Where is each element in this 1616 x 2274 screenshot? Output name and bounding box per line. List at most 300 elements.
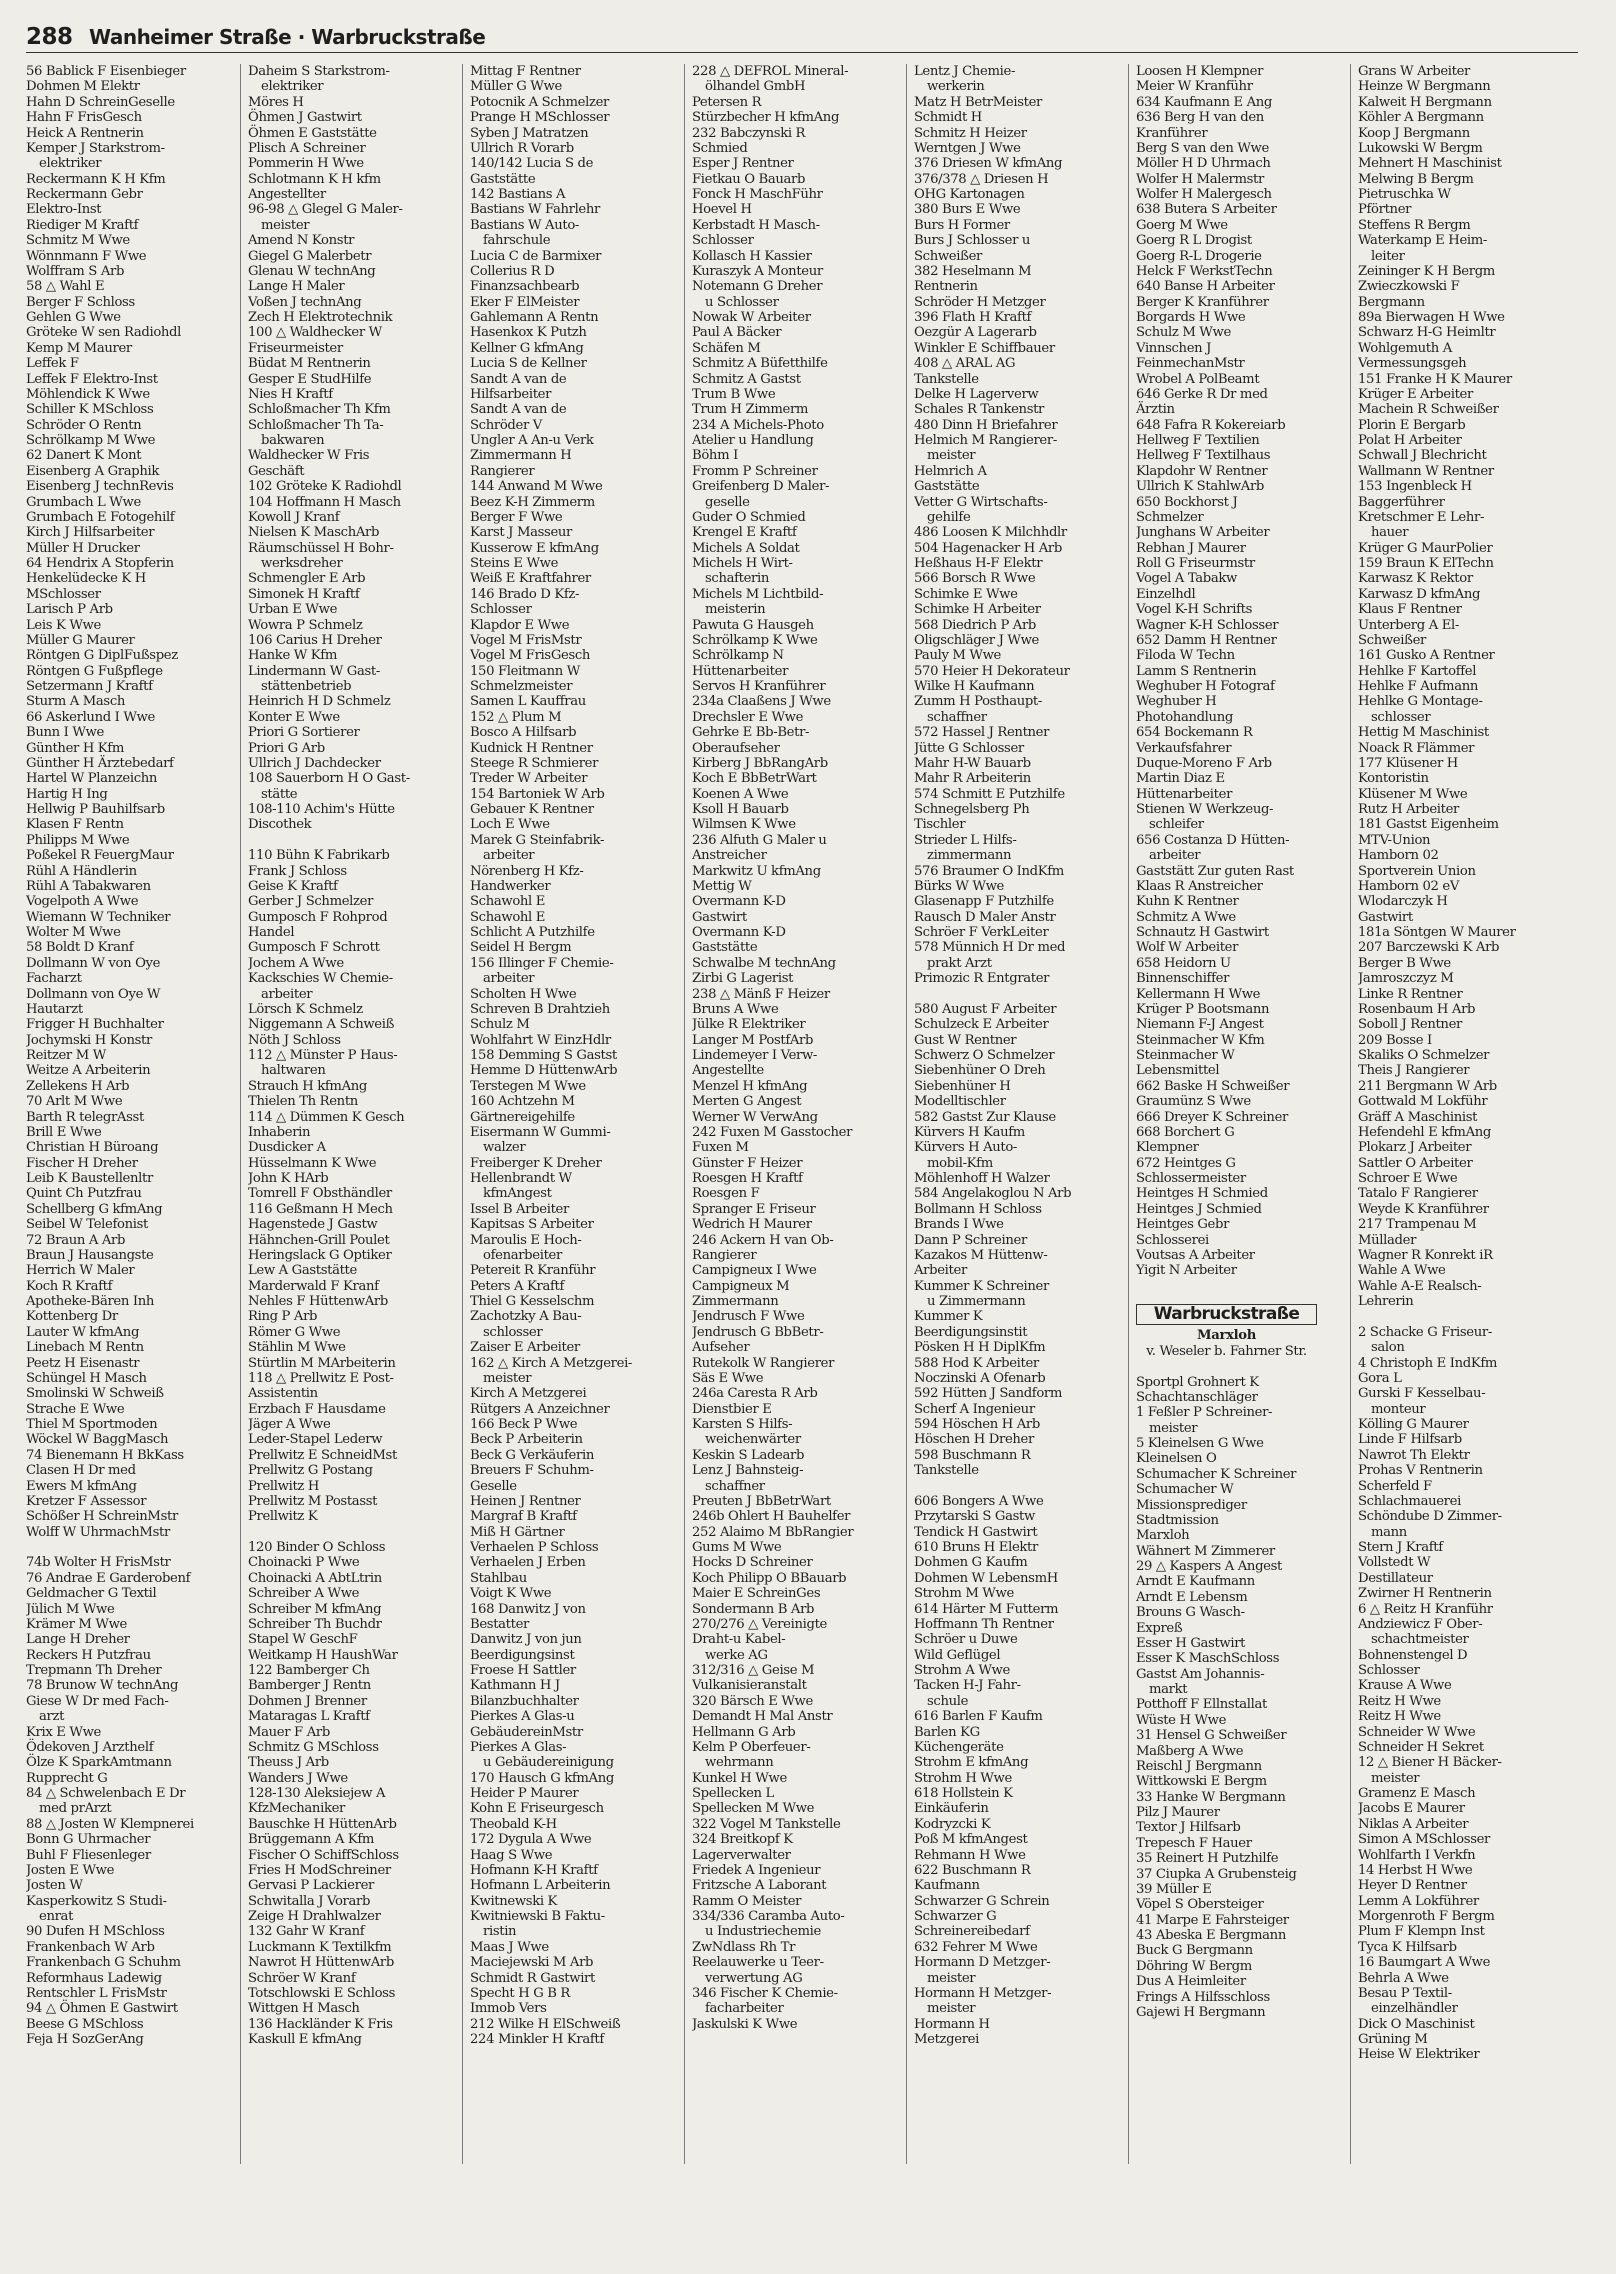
directory-entry: Mahr R Arbeiterin [914, 771, 1031, 787]
directory-entry: 153 Ingenbleck H [1358, 479, 1472, 495]
directory-entry: Öhmen E Gaststätte [248, 125, 377, 141]
directory-entry: Bosco A Hilfsarb [470, 725, 577, 741]
directory-entry: Vollstedt W [1358, 1555, 1431, 1571]
directory-entry: Wagner K-H Schlosser [1136, 617, 1279, 633]
directory-entry: Daheim S Starkstrom- [248, 64, 390, 79]
directory-entry: meister [261, 217, 310, 233]
directory-entry: Gastwirt [692, 909, 747, 925]
directory-entry: Hellwig P Bauhilfsarb [26, 802, 165, 817]
directory-entry: Campigneux I Wwe [692, 1263, 817, 1279]
directory-entry: Philipps M Wwe [26, 832, 130, 848]
directory-entry: Schwall J Blechricht [1358, 448, 1487, 464]
directory-entry: Hasenkox K Putzh [470, 325, 587, 341]
directory-entry: Reitzer M W [26, 1048, 106, 1063]
directory-entry: Anstreicher [692, 848, 767, 864]
directory-entry: 246b Ohlert H Bauhelfer [692, 1509, 851, 1525]
directory-entry: Lange H Dreher [26, 1632, 130, 1648]
directory-entry: Dienstbier E [692, 1401, 772, 1417]
directory-entry: Kölling G Maurer [1358, 1417, 1469, 1432]
directory-entry: Ölze K SparkAmtmann [26, 1755, 172, 1771]
directory-entry: Steinmacher W Kfm [1136, 1032, 1265, 1048]
directory-entry: 12 △ Biener H Bäcker- [1358, 1755, 1502, 1771]
directory-entry: Konter E Wwe [248, 709, 340, 725]
directory-entry: 120 Binder O Schloss [248, 1540, 386, 1555]
directory-entry: Dus A Heimleiter [1136, 1974, 1246, 1990]
directory-entry: Overmann K-D [692, 925, 786, 940]
directory-entry: Rangierer [470, 463, 535, 479]
directory-entry: Simonek H Kraftf [248, 586, 360, 602]
directory-entry: stättenbetrieb [261, 679, 352, 694]
directory-entry: KfzMechaniker [248, 1801, 345, 1817]
directory-entry: Eisenberg A Graphik [26, 463, 160, 479]
directory-entry: 5 Kleinelsen G Wwe [1136, 1436, 1264, 1451]
directory-entry: Leffek F [26, 356, 79, 372]
directory-entry: Lemm A Lokführer [1358, 1893, 1479, 1909]
directory-entry: Niemann F-J Angest [1136, 1017, 1264, 1033]
directory-entry: Schmitz A Büfetthilfe [692, 356, 828, 372]
directory-entry: Dusdicker A [248, 1140, 326, 1156]
directory-entry: Schmitz M Wwe [26, 233, 130, 249]
directory-entry: Döhring W Bergm [1136, 1958, 1252, 1974]
directory-entry: Giese W Dr med Fach- [26, 1693, 169, 1709]
directory-entry: Wagner R Konrekt iR [1358, 1247, 1493, 1263]
directory-entry: Dollmann W von Oye [26, 955, 161, 971]
directory-entry: schachtmeister [1371, 1632, 1469, 1648]
directory-entry: Nöth J Schloss [248, 1032, 341, 1048]
directory-entry: Lukowski W Bergm [1358, 140, 1483, 156]
directory-entry: Wallmann W Rentner [1358, 463, 1494, 479]
directory-entry: Hormann H Metzger- [914, 1985, 1052, 2001]
directory-entry: Verhaelen P Schloss [470, 1540, 599, 1555]
directory-entry: 616 Barlen F Kaufm [914, 1709, 1043, 1725]
directory-entry: Tyca K Hilfsarb [1358, 1939, 1457, 1955]
directory-entry: Schmelzer [1136, 509, 1204, 525]
directory-entry: Haag S Wwe [470, 1847, 553, 1863]
directory-entry: arbeiter [483, 971, 535, 987]
directory-entry: Bonn G Uhrmacher [26, 1832, 151, 1848]
directory-entry: Ärztin [1136, 402, 1175, 418]
directory-entry: Stürzbecher H kfmAng [692, 110, 840, 126]
directory-entry: Vogel M FrisMstr [470, 632, 582, 648]
directory-entry: Tatalo F Rangierer [1358, 1186, 1478, 1202]
directory-entry: Gärtnereigehilfe [470, 1109, 575, 1125]
directory-entry: Kazakos M Hüttenw- [914, 1247, 1048, 1263]
directory-entry: Hüttenarbeiter [692, 663, 789, 679]
directory-entry: Schößer H SchreinMstr [26, 1509, 178, 1525]
directory-entry: Hahn D SchreinGeselle [26, 94, 175, 110]
directory-entry: 640 Banse H Arbeiter [1136, 279, 1275, 295]
directory-entry: Ring P Arb [248, 1309, 318, 1325]
directory-entry: Linebach M Rentn [26, 1340, 144, 1356]
directory-entry: schleifer [1149, 817, 1204, 833]
directory-entry: Wolf W Arbeiter [1136, 940, 1239, 956]
directory-entry: Schäfen M [692, 340, 761, 356]
district-heading: Marxloh [1197, 1328, 1256, 1344]
directory-entry: Pommerin H Wwe [248, 156, 364, 172]
directory-entry: Plum F Klempn Inst [1358, 1924, 1485, 1940]
directory-entry: Einzelhdl [1136, 586, 1196, 602]
directory-entry: Elektro-Inst [26, 202, 102, 218]
directory-entry: Oligschläger J Wwe [914, 632, 1039, 648]
directory-entry: Poßekel R FeuergMaur [26, 848, 174, 864]
directory-entry: 142 Bastians A [470, 187, 566, 202]
directory-entry: Arbeiter [914, 1263, 967, 1279]
directory-entry: Nehles F HüttenwArb [248, 1294, 388, 1309]
directory-entry [1358, 1309, 1539, 1324]
directory-entry: Kelm P Oberfeuer- [692, 1739, 811, 1755]
directory-entry: Amend N Konstr [248, 233, 355, 249]
directory-entry: Gaststätte [470, 171, 536, 187]
directory-entry: Schwerz O Schmelzer [914, 1048, 1055, 1063]
directory-entry: Koop J Bergmann [1358, 125, 1470, 141]
directory-entry: Rühl A Tabakwaren [26, 878, 151, 894]
directory-entry: Wolfer H Malermstr [1136, 171, 1264, 187]
directory-entry: Klasen F Rentn [26, 817, 124, 833]
directory-entry: Schreven B Drahtzieh [470, 1001, 610, 1017]
directory-entry: Kürvers H Auto- [914, 1140, 1018, 1156]
directory-entry: Beerdigungsinstit [914, 1324, 1028, 1340]
directory-entry: Weghuber H Fotograf [1136, 679, 1275, 694]
directory-entry: Werner W VerwAng [692, 1109, 818, 1125]
directory-entry: Danwitz J von jun [470, 1632, 582, 1648]
directory-entry: Arndt E Lebensm [1136, 1589, 1248, 1605]
directory-entry: Günther H Ärztebedarf [26, 755, 174, 771]
directory-entry: Borgards H Wwe [1136, 310, 1246, 325]
directory-entry: 84 △ Schwelenbach E Dr [26, 1786, 186, 1801]
directory-entry: Koenen A Wwe [692, 786, 789, 802]
directory-entry: 324 Breitkopf K [692, 1832, 793, 1848]
directory-entry: 150 Fleitmann W [470, 663, 580, 679]
directory-entry: Jütte G Schlosser [914, 740, 1024, 756]
directory-entry [26, 1540, 207, 1555]
directory-entry: Baggerführer [1358, 494, 1445, 510]
directory-entry: Andziewicz F Ober- [1358, 1616, 1483, 1632]
directory-entry: Maciejewski M Arb [470, 1955, 594, 1971]
directory-entry: Schnegelsberg Ph [914, 802, 1030, 817]
directory-entry: Leib K Baustellenltr [26, 1171, 153, 1186]
column-5 [914, 64, 1095, 2174]
directory-entry: 576 Braumer O IndKfm [914, 863, 1064, 879]
directory-entry: Grüning M [1358, 2032, 1428, 2047]
directory-entry: Gebauer K Rentner [470, 802, 594, 817]
directory-entry: Prellwitz E SchneidMst [248, 1447, 397, 1463]
directory-entry: Marek G Steinfabrik- [470, 832, 605, 848]
directory-entry: Strohm M Wwe [914, 1586, 1014, 1602]
directory-entry: Schlosser [1358, 1663, 1420, 1678]
directory-entry: 654 Bockemann R [1136, 725, 1253, 741]
directory-entry: Lentz J Chemie- [914, 64, 1016, 79]
directory-entry: Zimmermann H [470, 448, 572, 464]
directory-entry: Kürvers H Kaufm [914, 1124, 1025, 1140]
directory-entry: Gust W Rentner [914, 1032, 1017, 1048]
directory-entry: Braun J Hausangste [26, 1247, 154, 1263]
directory-entry: Angestellter [248, 187, 326, 202]
directory-entry: Kodryzcki K [914, 1816, 991, 1832]
directory-entry: 132 Gahr W Kranf [248, 1924, 365, 1940]
directory-entry: Eker F ElMeister [470, 294, 580, 310]
directory-entry: 58 Boldt D Kranf [26, 940, 134, 956]
directory-entry: 234 A Michels-Photo [692, 417, 824, 433]
directory-entry: Wöckel W BaggMasch [26, 1432, 169, 1448]
directory-entry: Reformhaus Ladewig [26, 1970, 162, 1986]
directory-entry: Wolter M Wwe [26, 925, 121, 940]
directory-entry: Friedek A Ingenieur [692, 1862, 821, 1878]
directory-entry [248, 1525, 429, 1540]
directory-entry: Mehnert H Maschinist [1358, 156, 1502, 172]
directory-entry: Handwerker [470, 878, 551, 894]
directory-entry: Quint Ch Putzfrau [26, 1186, 142, 1202]
directory-entry: Lehrerin [1358, 1294, 1414, 1309]
directory-entry: Schlosser [470, 602, 532, 618]
directory-entry: Christian H Büroang [26, 1140, 159, 1156]
directory-entry: Weghuber H [1136, 694, 1217, 710]
directory-entry: Tacken H-J Fahr- [914, 1678, 1021, 1694]
directory-entry: Schwarzer G [914, 1909, 997, 1924]
directory-entry: 334/336 Caramba Auto- [692, 1909, 845, 1924]
directory-entry: Bastians W Auto- [470, 217, 580, 233]
directory-entry: Hehlke F Aufmann [1358, 679, 1478, 694]
directory-entry: 658 Heidorn U [1136, 955, 1231, 971]
directory-entry: Schmitz G MSchloss [248, 1739, 379, 1755]
directory-entry: Mettig W [692, 878, 752, 894]
directory-entry: Mittag F Rentner [470, 64, 581, 79]
directory-entry: Roesgen F [692, 1186, 760, 1202]
directory-entry: Merten G Angest [692, 1094, 802, 1110]
directory-entry: Junghans W Arbeiter [1136, 525, 1270, 541]
directory-entry: 570 Heier H Dekorateur [914, 663, 1070, 679]
directory-entry: Siebenhüner H [914, 1078, 1011, 1094]
directory-entry: Pilz J Maurer [1136, 1805, 1220, 1820]
directory-entry: Heinrich H D Schmelz [248, 694, 391, 710]
directory-entry: Gramenz E Masch [1358, 1786, 1476, 1801]
directory-entry: 102 Gröteke K Radiohdl [248, 479, 402, 495]
directory-entry: Berger F Schloss [26, 294, 135, 310]
directory-entry: Josten E Wwe [26, 1862, 115, 1878]
directory-entry: Reckermann Gebr [26, 187, 143, 202]
page-number: 288 [26, 24, 73, 50]
directory-entry: Rehmann H Wwe [914, 1847, 1026, 1863]
directory-entry: Gervasi P Lackierer [248, 1878, 374, 1894]
directory-entry: Tischler [914, 817, 966, 833]
directory-entry: 181a Söntgen W Maurer [1358, 925, 1516, 940]
directory-entry: Petereit R Kranführ [470, 1263, 596, 1279]
directory-entry: Delke H Lagerverw [914, 386, 1039, 402]
directory-entry: 162 △ Kirch A Metzgerei- [470, 1355, 633, 1371]
directory-entry: Oezgür A Lagerarb [914, 325, 1037, 341]
directory-entry: Helck F WerkstTechn [1136, 263, 1273, 279]
directory-entry: Handel [248, 925, 295, 940]
directory-entry: Günther H Kfm [26, 740, 124, 756]
directory-entry: Gora L [1358, 1370, 1402, 1386]
directory-entry: Kranführer [1136, 125, 1208, 141]
directory-entry: Missionsprediger [1136, 1497, 1247, 1513]
directory-entry: Waldhecker W Fris [248, 448, 370, 464]
directory-entry: Verkaufsfahrer [1136, 740, 1232, 756]
directory-entry: Roesgen H Kraftf [692, 1171, 803, 1186]
directory-entry: Maas J Wwe [470, 1939, 549, 1955]
directory-entry: Gröteke W sen Radiohdl [26, 325, 182, 341]
directory-entry: Froese H Sattler [470, 1663, 576, 1678]
directory-entry: 94 △ Öhmen E Gastwirt [26, 2001, 178, 2017]
directory-entry: Heintges Gebr [1136, 1217, 1230, 1233]
directory-entry: Weitkamp H HaushWar [248, 1647, 398, 1663]
directory-entry: Kirch A Metzgerei [470, 1386, 587, 1402]
directory-entry: u Schlosser [705, 294, 779, 310]
directory-entry: Rebhan J Maurer [1136, 540, 1246, 556]
directory-entry: Lenz J Bahnsteig- [692, 1463, 804, 1479]
directory-entry: Thiel G Kesselschm [470, 1294, 595, 1309]
directory-entry: 66 Askerlund I Wwe [26, 709, 155, 725]
directory-entry: Klaas R Anstreicher [1136, 878, 1263, 894]
directory-entry: arzt [39, 1709, 65, 1725]
directory-entry: Weyde K Kranführer [1358, 1201, 1489, 1217]
directory-entry: Gurski F Kesselbau- [1358, 1386, 1486, 1402]
directory-entry: Sportverein Union [1358, 863, 1476, 879]
directory-entry: Rentnerin [914, 279, 978, 295]
directory-entry: Hellenbrandt W [470, 1171, 572, 1186]
directory-entry: zimmermann [927, 848, 1012, 864]
directory-entry: 1 Feßler P Schreiner- [1136, 1405, 1273, 1421]
directory-entry: Kwitniewski B Faktu- [470, 1909, 605, 1924]
directory-entry: Glenau W technAng [248, 263, 376, 279]
directory-entry: Spellecken M Wwe [692, 1801, 815, 1817]
directory-entry: Burs J Schlosser u [914, 233, 1031, 249]
directory-entry: 480 Dinn H Briefahrer [914, 417, 1058, 433]
directory-entry: Gottwald M Lokführ [1358, 1094, 1488, 1110]
directory-entry: Einkäuferin [914, 1801, 989, 1817]
directory-entry: Nielsen K MaschArb [248, 525, 380, 541]
directory-entry: Vogel A Tabakw [1136, 571, 1237, 587]
directory-entry: Bohnenstengel D [1358, 1647, 1468, 1663]
directory-entry: Binnenschiffer [1136, 971, 1230, 987]
directory-entry: kfmAngest [483, 1186, 552, 1202]
directory-entry: Kapitsas S Arbeiter [470, 1217, 594, 1233]
directory-entry: meisterin [705, 602, 766, 618]
directory-entry: 238 △ Mänß F Heizer [692, 986, 830, 1002]
directory-entry: Zeige H Drahlwalzer [248, 1909, 381, 1924]
directory-entry: Wolfer H Malergesch [1136, 187, 1272, 202]
directory-entry: Krüger G MaurPolier [1358, 540, 1493, 556]
directory-entry: Esper J Rentner [692, 156, 794, 172]
directory-entry: Dollmann von Oye W [26, 986, 161, 1002]
directory-entry: Friseurmeister [248, 340, 343, 356]
directory-entry: Schachtanschläger [1136, 1389, 1258, 1405]
directory-entry: 41 Marpe E Fahrsteiger [1136, 1912, 1289, 1928]
directory-entry: Böhm I [692, 448, 738, 464]
directory-entry: 376/378 △ Driesen H [914, 171, 1049, 187]
directory-entry: Assistentin [248, 1386, 318, 1402]
directory-entry: Bruns A Wwe [692, 1001, 779, 1017]
directory-entry: Schellberg G kfmAng [26, 1201, 163, 1217]
directory-entry: Voigt K Wwe [470, 1586, 552, 1602]
directory-entry: markt [1149, 1682, 1188, 1697]
directory-entry: Kemp M Maurer [26, 340, 132, 356]
directory-entry: Müller H Drucker [26, 540, 140, 556]
directory-entry: Schröder H Metzger [914, 294, 1046, 310]
directory-entry: Wähnert M Zimmerer [1136, 1543, 1275, 1559]
directory-entry: Lebensmittel [1136, 1063, 1220, 1079]
directory-entry: Marderwald F Kranf [248, 1278, 379, 1294]
directory-entry: Kleinelsen O [1136, 1451, 1217, 1467]
directory-entry: Hautarzt [26, 1001, 83, 1017]
directory-entry: 154 Bartoniek W Arb [470, 786, 605, 802]
directory-entry: 43 Abeska E Bergmann [1136, 1928, 1286, 1943]
directory-entry: Metzgerei [914, 2032, 979, 2047]
directory-entry [914, 987, 1095, 1002]
column-1 [26, 64, 207, 2174]
directory-entry: Skaliks O Schmelzer [1358, 1048, 1490, 1063]
directory-entry: Spellecken L [692, 1786, 774, 1801]
directory-entry: Maßberg A Wwe [1136, 1743, 1244, 1759]
directory-entry: Rutekolk W Rangierer [692, 1355, 835, 1371]
directory-entry: Keskin S Ladearb [692, 1447, 805, 1463]
directory-entry: Hehlke F Kartoffel [1358, 663, 1477, 679]
directory-entry: Stürtlin M MArbeiterin [248, 1355, 396, 1371]
directory-entry: Hartel W Planzeichn [26, 771, 158, 787]
directory-entry: Noczinski A Ofenarb [914, 1370, 1046, 1386]
directory-entry: Freiberger K Dreher [470, 1155, 602, 1171]
directory-entry: bakwaren [261, 433, 325, 448]
directory-entry: Kunkel H Wwe [692, 1770, 787, 1786]
directory-entry: Jäger A Wwe [248, 1417, 331, 1432]
directory-entry: weichenwärter [705, 1432, 801, 1448]
directory-entry: Schüngel H Masch [26, 1370, 147, 1386]
directory-entry: MTV-Union [1358, 832, 1431, 848]
directory-entry: Grans W Arbeiter [1358, 64, 1470, 79]
directory-entry: Fischer H Dreher [26, 1155, 138, 1171]
directory-entry: 151 Franke H K Maurer [1358, 371, 1512, 387]
directory-entry: Brands I Wwe [914, 1217, 1004, 1233]
directory-entry: 89a Bierwagen H Wwe [1358, 310, 1505, 325]
directory-entry: Zwirner H Rentnerin [1358, 1586, 1492, 1602]
directory-entry: Wlodarczyk H [1358, 894, 1448, 910]
directory-entry: Sandt A van de [470, 402, 567, 418]
directory-entry: Kalweit H Bergmann [1358, 94, 1492, 110]
directory-entry: Sturm A Masch [26, 694, 126, 710]
directory-entry: Inhaberin [248, 1124, 311, 1140]
directory-entry: Henkelüdecke K H [26, 571, 146, 587]
directory-entry: Karst J Masseur [470, 525, 573, 541]
directory-entry: Vogel K-H Schrifts [1136, 602, 1253, 618]
directory-entry: Hüttenarbeiter [1136, 786, 1233, 802]
directory-entry: Schulz M [470, 1017, 530, 1033]
directory-entry: werksdreher [261, 556, 343, 571]
directory-entry: 646 Gerke R Dr med [1136, 386, 1268, 402]
directory-entry: Mauer F Arb [248, 1724, 330, 1740]
directory-entry: Josten W [26, 1878, 83, 1894]
directory-entry: Schwitalla J Vorarb [248, 1893, 371, 1909]
directory-entry: Hemme D HüttenwArb [470, 1063, 618, 1079]
directory-entry: 4 Christoph E IndKfm [1358, 1355, 1498, 1371]
directory-entry: 312/316 △ Geise M [692, 1663, 815, 1678]
directory-entry: Schröer F VerkLeiter [914, 925, 1049, 940]
directory-entry: Gums M Wwe [692, 1540, 782, 1555]
directory-entry: meister [1149, 1420, 1198, 1436]
directory-entry: arbeiter [483, 848, 535, 864]
directory-entry: Voutsas A Arbeiter [1136, 1247, 1255, 1263]
directory-entry: Klapdohr W Rentner [1136, 463, 1268, 479]
directory-entry: Schwarzer G Schrein [914, 1893, 1050, 1909]
directory-entry: Mataragas L Kraftf [248, 1709, 370, 1725]
directory-entry: Duque-Moreno F Arb [1136, 755, 1272, 771]
directory-entry: 14 Herbst H Wwe [1358, 1862, 1473, 1878]
directory-entry: Kowoll J Kranf [248, 509, 340, 525]
directory-entry: wehrmann [705, 1755, 774, 1771]
directory-entry: Melwing B Bergm [1358, 171, 1474, 187]
directory-entry: Helmich M Rangierer- [914, 433, 1057, 448]
directory-entry: meister [927, 2001, 976, 2017]
directory-entry: monteur [1371, 1401, 1426, 1417]
